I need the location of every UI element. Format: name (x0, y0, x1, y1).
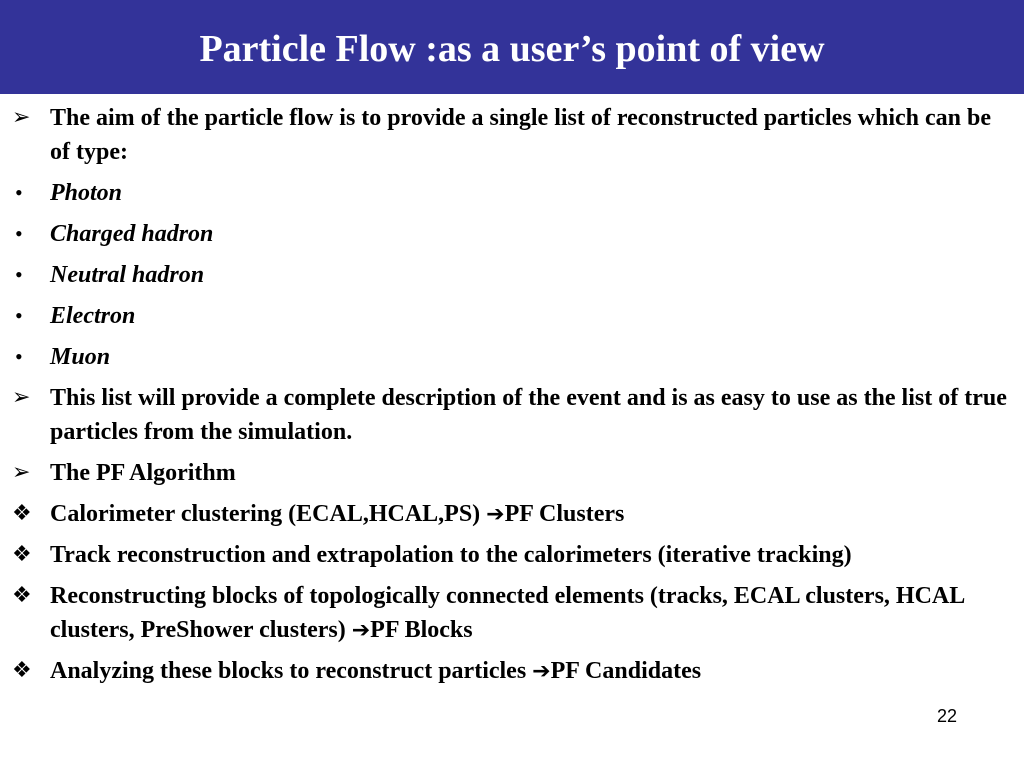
algorithm-step-text (50, 538, 1010, 572)
step-description: Track reconstruction and extrapolation to the calorimeters (iterative tracking) (50, 542, 852, 568)
particle-type-label: Photon (50, 180, 123, 206)
right-arrow-icon: ➔ (532, 659, 551, 684)
algorithm-heading: The PF Algorithm (50, 460, 236, 486)
dot-bullet-icon: • (15, 180, 23, 205)
algorithm-step-text (50, 579, 1010, 648)
particle-type-label: Neutral hadron (50, 262, 205, 288)
particle-type-label: Charged hadron (50, 221, 214, 247)
four-diamond-bullet-icon: ❖ (12, 658, 32, 683)
list-description-text: This list will provide a complete description of the event and is as easy to use as the list of true particles from the simulation. (50, 385, 1007, 445)
dot-bullet-icon: • (15, 221, 23, 246)
particle-type-label: Electron (50, 303, 136, 329)
slide-title: Particle Flow :as a user’s point of view (199, 28, 825, 70)
step-result: PF Clusters (504, 501, 625, 527)
step-description: Calorimeter clustering (ECAL,HCAL,PS) (50, 501, 487, 527)
step-description: Reconstructing blocks of topologically connected elements (tracks, ECAL clusters, HCAL clusters, PreShower clusters) (50, 583, 964, 643)
four-diamond-bullet-icon: ❖ (12, 501, 32, 526)
dot-bullet-icon: • (15, 262, 23, 287)
arrowhead-bullet-icon: ➢ (12, 460, 31, 485)
algorithm-step-text (50, 654, 1010, 689)
arrowhead-bullet-icon: ➢ (12, 105, 31, 130)
page-number: 22 (937, 706, 958, 726)
intro-text: The aim of the particle flow is to provide a single list of reconstructed particles which can be of type: (50, 105, 992, 165)
dot-bullet-icon: • (15, 303, 23, 328)
dot-bullet-icon: • (15, 344, 23, 369)
step-description: Analyzing these blocks to reconstruct particles (50, 658, 533, 684)
title-bar (0, 0, 1024, 94)
arrowhead-bullet-icon: ➢ (12, 385, 31, 410)
algorithm-step-text (50, 497, 1010, 532)
four-diamond-bullet-icon: ❖ (12, 542, 32, 567)
step-result: PF Blocks (370, 617, 473, 643)
right-arrow-icon: ➔ (351, 618, 371, 643)
step-result: PF Candidates (550, 658, 702, 684)
right-arrow-icon: ➔ (486, 502, 505, 527)
four-diamond-bullet-icon: ❖ (12, 583, 32, 608)
particle-type-label: Muon (50, 344, 111, 370)
